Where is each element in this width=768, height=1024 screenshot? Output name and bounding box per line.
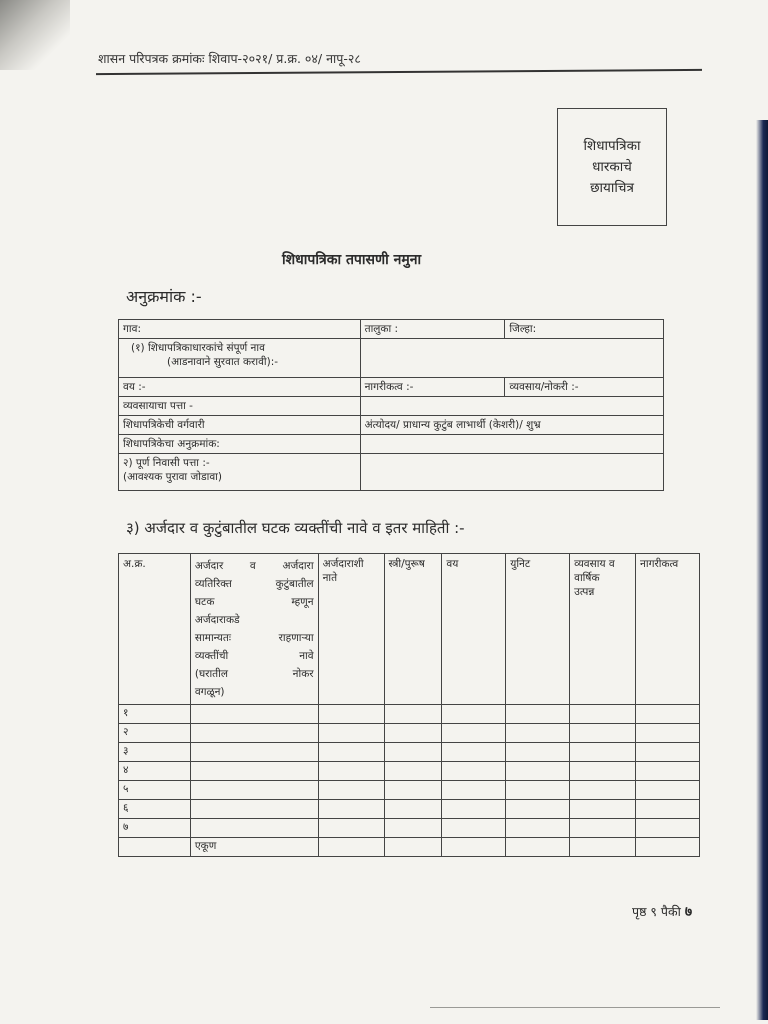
table-row — [119, 705, 700, 724]
col-income-header — [570, 554, 636, 705]
row-serial: ७ — [119, 819, 191, 838]
income-header-line: उत्पन्न — [574, 586, 595, 598]
member-name-cell[interactable] — [190, 724, 318, 743]
unit-cell[interactable] — [506, 762, 570, 781]
applicant-header-line: अर्जदाराकडे — [194, 614, 240, 626]
col-serial-header: अ.क्र. — [119, 554, 191, 705]
residence-label-line: २) पूर्ण निवासी पत्ता :- — [123, 457, 210, 469]
page-corner-shadow — [0, 0, 70, 70]
business-address-label: व्यवसायाचा पत्ता - — [119, 397, 361, 416]
table-row — [119, 781, 700, 800]
applicant-header-line: घटक म्हणून — [194, 596, 314, 608]
photo-box-line: धारकाचे — [592, 158, 632, 175]
relation-cell[interactable] — [318, 819, 384, 838]
income-cell[interactable] — [570, 743, 636, 762]
table-row — [119, 724, 700, 743]
table-row — [119, 397, 664, 416]
relation-cell[interactable] — [318, 743, 384, 762]
gender-cell[interactable] — [384, 724, 442, 743]
age-cell[interactable] — [442, 838, 506, 857]
occupation-field[interactable]: व्यवसाय/नोकरी :- — [505, 378, 664, 397]
member-name-cell[interactable] — [190, 819, 318, 838]
serial-number-label: अनुक्रमांक :- — [126, 287, 202, 306]
holder-name-label — [119, 339, 361, 378]
total-label: एकूण — [190, 838, 318, 857]
age-cell[interactable] — [442, 762, 506, 781]
member-name-cell[interactable] — [190, 800, 318, 819]
footer-rule — [430, 1007, 720, 1008]
income-cell[interactable] — [570, 762, 636, 781]
table-header-row — [119, 554, 700, 705]
unit-cell[interactable] — [506, 800, 570, 819]
row-serial: ६ — [119, 800, 191, 819]
col-citizenship-header: नागरीकत्व — [636, 554, 700, 705]
age-cell[interactable] — [442, 800, 506, 819]
taluka-field[interactable]: तालुका : — [360, 320, 505, 339]
citizenship-cell[interactable] — [636, 819, 700, 838]
gender-cell[interactable] — [384, 800, 442, 819]
district-field[interactable]: जिल्हा: — [505, 320, 664, 339]
section3-title: ३) अर्जदार व कुटुंबातील घटक व्यक्तींची नावे व इतर माहिती :- — [126, 519, 465, 537]
income-cell[interactable] — [570, 819, 636, 838]
table-row — [119, 819, 700, 838]
gender-cell[interactable] — [384, 762, 442, 781]
residence-field[interactable] — [360, 454, 663, 491]
table-row — [119, 339, 664, 378]
village-field[interactable]: गाव: — [119, 320, 361, 339]
member-name-cell[interactable] — [190, 762, 318, 781]
applicant-header-line: (घरातील नोकर — [194, 668, 314, 680]
total-row — [119, 838, 700, 857]
photo-box-line: छायाचित्र — [590, 179, 634, 196]
table-row — [119, 435, 664, 454]
gender-cell[interactable] — [384, 705, 442, 724]
applicant-header-line: अर्जदार व अर्जदारा — [194, 560, 314, 572]
photo-box-line: शिधापत्रिका — [583, 137, 641, 154]
table-row — [119, 743, 700, 762]
row-serial: १ — [119, 705, 191, 724]
table-row — [119, 762, 700, 781]
col-gender-header: स्त्री/पुरूष — [384, 554, 442, 705]
table-row — [119, 800, 700, 819]
relation-header-line: नाते — [322, 572, 338, 584]
age-cell[interactable] — [442, 819, 506, 838]
income-cell[interactable] — [570, 800, 636, 819]
citizenship-cell[interactable] — [636, 724, 700, 743]
income-cell[interactable] — [570, 781, 636, 800]
member-name-cell[interactable] — [190, 705, 318, 724]
gender-cell[interactable] — [384, 819, 442, 838]
circular-reference: शासन परिपत्रक क्रमांकः शिवाप-२०२१/ प्र.क्र. ०४/ नापू-२८ — [98, 51, 361, 66]
age-field[interactable]: वय :- — [119, 378, 361, 397]
members-table — [118, 553, 700, 857]
relation-cell[interactable] — [318, 800, 384, 819]
info-table — [118, 319, 664, 491]
applicant-header-line: वगळून) — [194, 686, 225, 698]
table-row — [119, 454, 664, 491]
card-serial-field[interactable] — [360, 435, 663, 454]
unit-cell[interactable] — [506, 781, 570, 800]
age-cell[interactable] — [442, 724, 506, 743]
card-serial-label: शिधापत्रिकेचा अनुक्रमांक: — [119, 435, 361, 454]
relation-cell[interactable] — [318, 762, 384, 781]
holder-name-field[interactable] — [360, 339, 663, 378]
gender-cell[interactable] — [384, 743, 442, 762]
gender-cell[interactable] — [384, 781, 442, 800]
relation-cell[interactable] — [318, 781, 384, 800]
unit-cell[interactable] — [506, 838, 570, 857]
applicant-header-line: व्यतिरिक्त कुटुंबातील — [194, 578, 314, 590]
age-cell[interactable] — [442, 743, 506, 762]
row-serial: २ — [119, 724, 191, 743]
citizenship-cell[interactable] — [636, 705, 700, 724]
row-serial: ४ — [119, 762, 191, 781]
citizenship-cell[interactable] — [636, 781, 700, 800]
income-header-line: वार्षिक — [574, 572, 600, 584]
age-cell[interactable] — [442, 705, 506, 724]
income-cell[interactable] — [570, 724, 636, 743]
business-address-field[interactable] — [360, 397, 663, 416]
relation-cell[interactable] — [318, 724, 384, 743]
member-name-cell[interactable] — [190, 781, 318, 800]
page-number-total: ७ — [684, 904, 693, 920]
member-name-cell[interactable] — [190, 743, 318, 762]
table-row — [119, 320, 664, 339]
relation-cell[interactable] — [318, 838, 384, 857]
unit-cell[interactable] — [506, 819, 570, 838]
total-serial-cell — [119, 838, 191, 857]
page-edge-binder — [756, 120, 768, 1020]
citizenship-cell[interactable] — [636, 743, 700, 762]
form-title: शिधापत्रिका तपासणी नमुना — [282, 252, 422, 268]
page-number-text: पृष्ठ ९ पैकी — [632, 904, 681, 919]
citizenship-cell[interactable] — [636, 762, 700, 781]
unit-cell[interactable] — [506, 705, 570, 724]
relation-cell[interactable] — [318, 705, 384, 724]
col-relation-header — [318, 554, 384, 705]
citizenship-cell[interactable] — [636, 838, 700, 857]
page-number — [632, 902, 692, 921]
holder-name-label-line: (१) शिधापत्रिकाधारकांचे संपूर्ण नाव — [131, 342, 265, 354]
header-rule — [96, 69, 702, 75]
card-category-label: शिधापत्रिकेची वर्गवारी — [119, 416, 361, 435]
income-cell[interactable] — [570, 705, 636, 724]
residence-label — [119, 454, 361, 491]
holder-name-label-line: (आडनावाने सुरवात करावी):- — [167, 356, 279, 368]
card-category-options[interactable]: अंत्योदय/ प्राधान्य कुटुंब लाभार्थी (केशरी)/ शुभ्र — [360, 416, 663, 435]
applicant-header-line: सामान्यतः राहणाऱ्या — [194, 632, 314, 644]
unit-cell[interactable] — [506, 743, 570, 762]
age-cell[interactable] — [442, 781, 506, 800]
row-serial: ५ — [119, 781, 191, 800]
applicant-header-line: व्यक्तींची नावे — [194, 650, 314, 662]
residence-label-line: (आवश्यक पुरावा जोडावा) — [123, 471, 222, 483]
citizenship-cell[interactable] — [636, 800, 700, 819]
col-unit-header: युनिट — [506, 554, 570, 705]
unit-cell[interactable] — [506, 724, 570, 743]
table-row — [119, 416, 664, 435]
gender-cell[interactable] — [384, 838, 442, 857]
photo-box[interactable] — [557, 108, 667, 226]
col-applicant-header — [190, 554, 318, 705]
income-cell[interactable] — [570, 838, 636, 857]
table-row — [119, 378, 664, 397]
col-age-header: वय — [442, 554, 506, 705]
relation-header-line: अर्जदाराशी — [322, 558, 364, 570]
income-header-line: व्यवसाय व — [574, 558, 615, 570]
row-serial: ३ — [119, 743, 191, 762]
citizenship-field[interactable]: नागरीकत्व :- — [360, 378, 505, 397]
